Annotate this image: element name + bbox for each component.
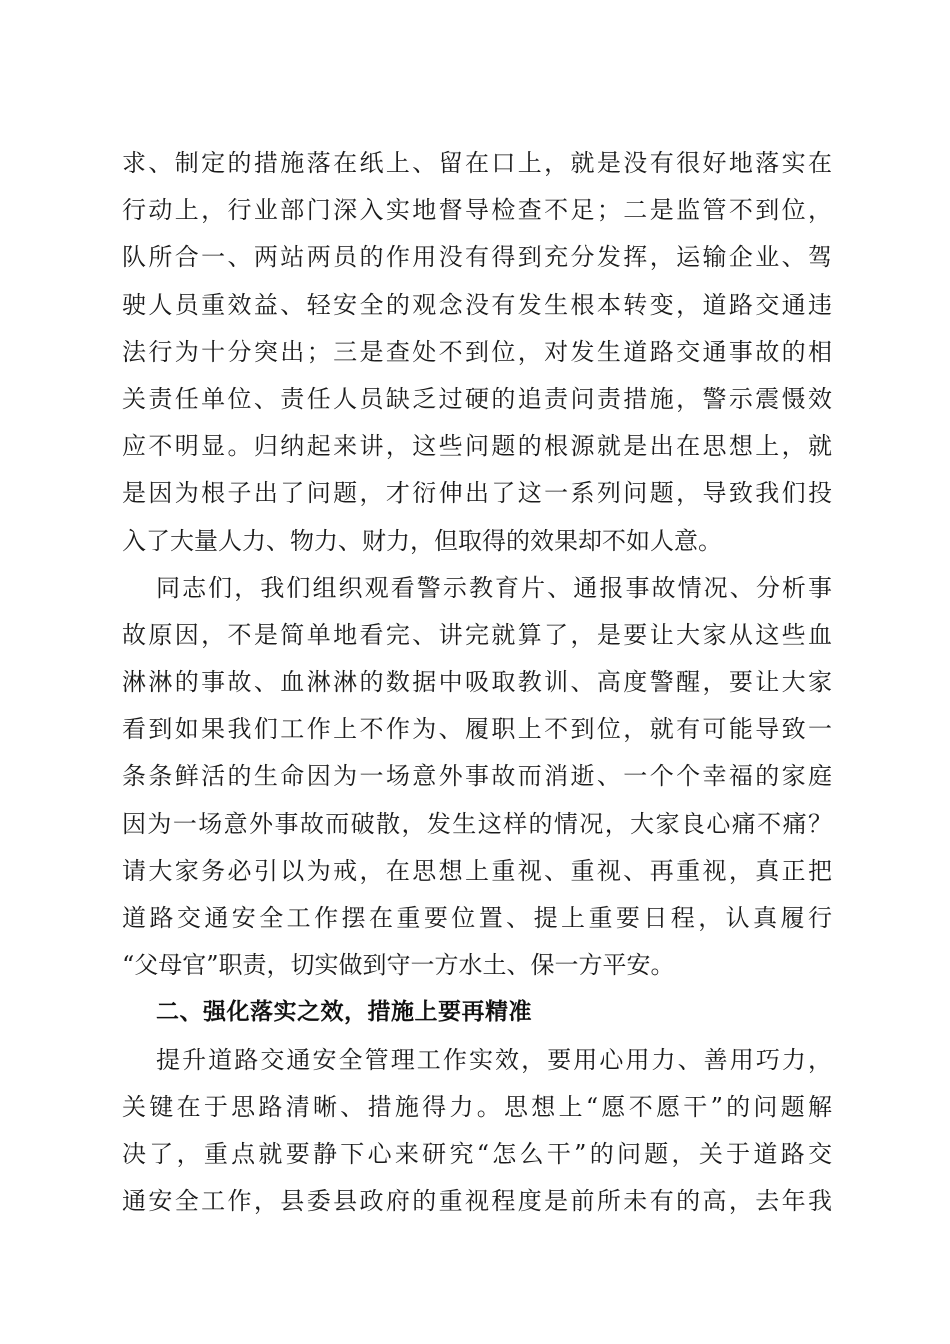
text-line: 关责任单位、责任人员缺乏过硬的追责问责措施，警示震慑效 <box>122 384 832 413</box>
text-line: 道路交通安全工作摆在重要位置、提上重要日程，认真履行 <box>122 904 832 932</box>
text-line: 队所合一、两站两员的作用没有得到充分发挥，运输企业、驾 <box>122 243 832 272</box>
text-line: 同志们，我们组织观看警示教育片、通报事故情况、分析事 <box>156 573 832 602</box>
text-line: 关键在于思路清晰、措施得力。思想上“愿不愿干”的问题解 <box>122 1092 832 1121</box>
text-line: 应不明显。归纳起来讲，这些问题的根源就是出在思想上，就 <box>122 432 832 461</box>
document-body <box>122 140 832 1225</box>
text-line: 行动上，行业部门深入实地督导检查不足；二是监管不到位， <box>122 196 832 225</box>
text-line: 请大家务必引以为戒，在思想上重视、重视、再重视，真正把 <box>122 856 832 885</box>
text-line: 决了，重点就要静下心来研究“怎么干”的问题，关于道路交 <box>122 1139 832 1168</box>
text-line: 是因为根子出了问题，才衍伸出了这一系列问题，导致我们投 <box>122 479 832 508</box>
text-line: 求、制定的措施落在纸上、留在口上，就是没有很好地落实在 <box>122 149 832 177</box>
text-line: 看到如果我们工作上不作为、履职上不到位，就有可能导致一 <box>122 715 832 744</box>
text-line: 通安全工作，县委县政府的重视程度是前所未有的高，去年我 <box>122 1187 832 1216</box>
paragraph <box>122 565 832 990</box>
text-line: 法行为十分突出；三是查处不到位，对发生道路交通事故的相 <box>122 337 832 366</box>
text-line: 淋淋的事故、血淋淋的数据中吸取教训、高度警醒，要让大家 <box>122 668 832 697</box>
section-heading: 二、强化落实之效，措施上要再精准 <box>156 999 532 1026</box>
paragraph <box>122 1037 832 1226</box>
text-line: 故原因，不是简单地看完、讲完就算了，是要让大家从这些血 <box>122 620 832 649</box>
text-line: “父母官”职责，切实做到守一方水土、保一方平安。 <box>122 951 675 980</box>
text-line: 提升道路交通安全管理工作实效，要用心用力、善用巧力， <box>156 1045 832 1074</box>
text-line: 驶人员重效益、轻安全的观念没有发生根本转变，道路交通违 <box>122 290 832 319</box>
text-line: 条条鲜活的生命因为一场意外事故而消逝、一个个幸福的家庭 <box>122 762 832 791</box>
text-line: 入了大量人力、物力、财力，但取得的效果却不如人意。 <box>122 526 722 555</box>
paragraph <box>122 140 832 565</box>
text-line: 因为一场意外事故而破散，发生这样的情况，大家良心痛不痛？ <box>122 809 832 838</box>
